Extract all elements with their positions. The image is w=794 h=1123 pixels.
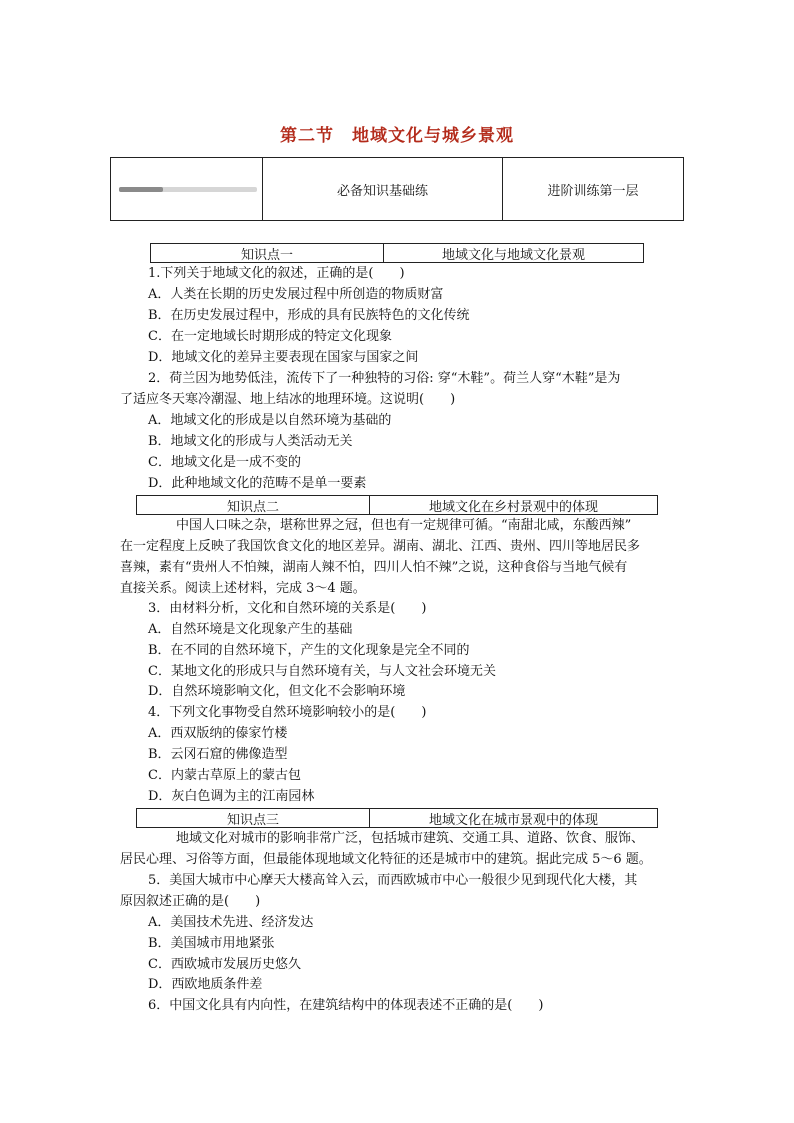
- question-5-option-a: A．美国技术先进、经济发达: [148, 915, 314, 930]
- knowledge-point-label: 知识点二: [137, 496, 370, 514]
- question-2-option-b: B．地域文化的形成与人类活动无关: [148, 434, 353, 449]
- material-2-line-1: 地域文化对城市的影响非常广泛，包括城市建筑、交通工具、道路、饮食、服饰、: [176, 831, 645, 846]
- progress-bar-fill: [119, 187, 163, 192]
- question-5-option-b: B．美国城市用地紧张: [148, 936, 275, 951]
- knowledge-point-topic: 地域文化在城市景观中的体现: [428, 812, 598, 828]
- knowledge-point-label: 知识点一: [151, 244, 384, 262]
- question-4-option-b: B．云冈石窟的佛像造型: [148, 747, 288, 762]
- question-5-stem-line-1: 5．美国大城市中心摩天大楼高耸入云，而西欧城市中心一般很少见到现代化大楼，其: [148, 873, 638, 888]
- header-cell-advanced-level: 进阶训练第一层: [547, 183, 639, 199]
- material-1-line-3: 喜辣，素有“贵州人不怕辣，湖南人辣不怕，四川人怕不辣”之说，这种食俗与当地气候有: [120, 560, 628, 575]
- page-title: 第二节 地域文化与城乡景观: [280, 126, 514, 146]
- question-5-option-d: D．西欧地质条件差: [148, 977, 263, 992]
- material-1-line-2: 在一定程度上反映了我国饮食文化的地区差异。湖南、湖北、江西、贵州、四川等地居民多: [120, 539, 641, 554]
- question-3-option-c: C．某地文化的形成只与自然环境有关，与人文社会环境无关: [148, 664, 496, 679]
- question-4-option-c: C．内蒙古草原上的蒙古包: [148, 768, 301, 783]
- question-1-option-c: C．在一定地域长时期形成的特定文化现象: [148, 329, 392, 344]
- question-6-stem: 6．中国文化具有内向性，在建筑结构中的体现表述不正确的是( ): [148, 998, 544, 1013]
- knowledge-point-1-bar: [150, 243, 644, 263]
- knowledge-point-topic: 地域文化在乡村景观中的体现: [428, 499, 598, 515]
- question-2-stem-line-2: 了适应冬天寒冷潮湿、地上结冰的地理环境。这说明( ): [120, 392, 456, 407]
- question-4-option-d: D．灰白色调为主的江南园林: [148, 789, 315, 804]
- question-2-option-c: C．地域文化是一成不变的: [148, 455, 301, 470]
- question-1-option-d: D．地域文化的差异主要表现在国家与国家之间: [148, 350, 419, 365]
- question-5-option-c: C．西欧城市发展历史悠久: [148, 957, 301, 972]
- question-3-stem: 3．由材料分析，文化和自然环境的关系是( ): [148, 601, 427, 616]
- material-1-line-1: 中国人口味之杂，堪称世界之冠，但也有一定规律可循。“南甜北咸，东酸西辣”: [176, 518, 632, 533]
- question-3-option-a: A．自然环境是文化现象产生的基础: [148, 622, 353, 637]
- question-1-option-a: A．人类在长期的历史发展过程中所创造的物质财富: [148, 287, 444, 302]
- question-2-stem-line-1: 2．荷兰因为地势低洼，流传下了一种独特的习俗: 穿“木鞋”。荷兰人穿“木鞋”是为: [148, 371, 621, 386]
- knowledge-point-topic: 地域文化与地域文化景观: [441, 247, 585, 263]
- section-header-table: [110, 157, 684, 221]
- question-1-option-b: B．在历史发展过程中，形成的具有民族特色的文化传统: [148, 308, 470, 323]
- knowledge-point-2-bar: [136, 495, 658, 515]
- material-2-line-2: 居民心理、习俗等方面，但最能体现地域文化特征的还是城市中的建筑。据此完成 5～6 题。: [120, 852, 652, 867]
- question-2-option-a: A．地域文化的形成是以自然环境为基础的: [148, 413, 392, 428]
- knowledge-point-label: 知识点三: [137, 809, 370, 827]
- progress-cell: [111, 158, 263, 220]
- material-1-line-4: 直接关系。阅读上述材料，完成 3～4 题。: [120, 581, 366, 596]
- question-5-stem-line-2: 原因叙述正确的是( ): [120, 894, 261, 909]
- question-4-stem: 4．下列文化事物受自然环境影响较小的是( ): [148, 705, 427, 720]
- question-4-option-a: A．西双版纳的傣家竹楼: [148, 726, 288, 741]
- header-cell-basic-practice: 必备知识基础练: [263, 158, 503, 220]
- progress-bar: [119, 187, 257, 192]
- question-3-option-b: B．在不同的自然环境下，产生的文化现象是完全不同的: [148, 643, 470, 658]
- question-2-option-d: D．此种地域文化的范畴不是单一要素: [148, 476, 367, 491]
- question-3-option-d: D．自然环境影响文化，但文化不会影响环境: [148, 684, 406, 699]
- question-1-stem: 1.下列关于地域文化的叙述，正确的是( ): [148, 266, 405, 281]
- knowledge-point-3-bar: [136, 808, 658, 828]
